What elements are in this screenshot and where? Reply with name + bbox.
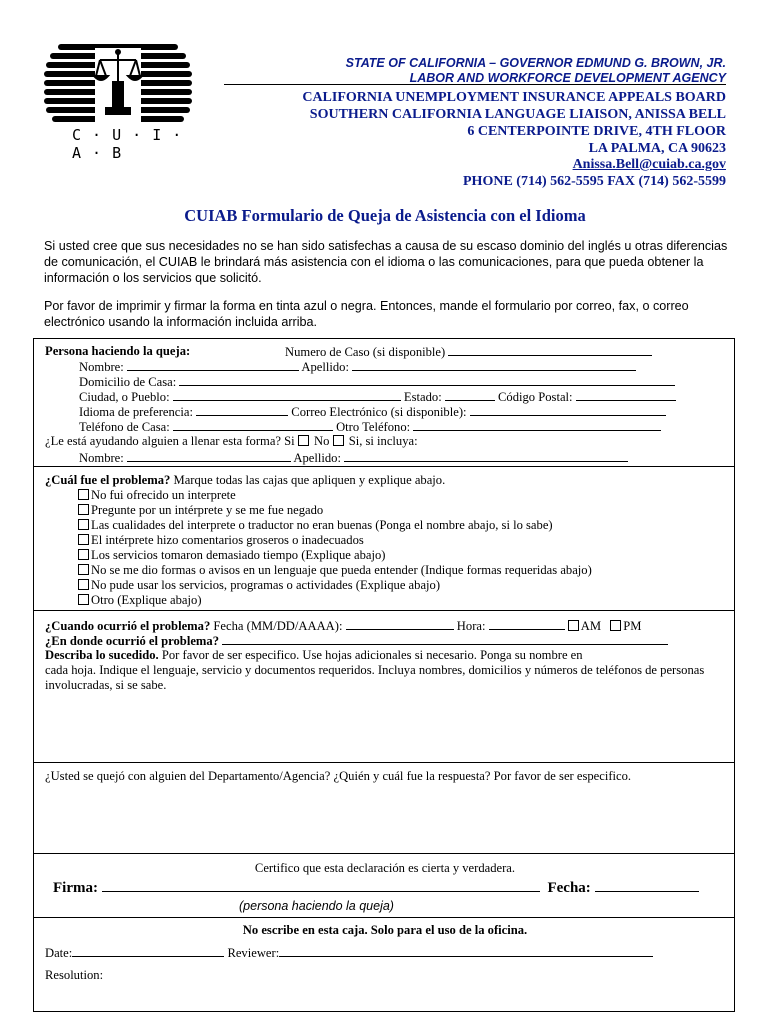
name-field[interactable] — [127, 359, 299, 371]
am-label: AM — [580, 619, 602, 633]
home-phone-field[interactable] — [173, 419, 333, 431]
case-number-field[interactable] — [448, 344, 652, 356]
surname-field[interactable] — [352, 359, 636, 371]
option-checkbox[interactable] — [78, 519, 89, 530]
problem-options-list — [78, 488, 592, 608]
intro-paragraph-1: Si usted cree que sus necesidades no se han sido satisfechas a causa de su escaso dominio del inglés u otras diferencias de comunicación, el CUIAB le brindará más asistencia con el idioma o las comunicaciones, para que pueda obtener la información o los servicios que solicitó. — [44, 239, 728, 285]
helper-no-label: No — [313, 434, 330, 448]
problem-option[interactable]: No fui ofrecido un interprete — [78, 488, 592, 503]
description-area[interactable] — [40, 696, 728, 758]
reviewer-field[interactable] — [279, 945, 653, 957]
time-field[interactable] — [489, 618, 565, 630]
option-checkbox[interactable] — [78, 534, 89, 545]
signature-date-field[interactable] — [595, 878, 699, 892]
date-label: Fecha (MM/DD/AAAA): — [213, 619, 343, 633]
problem-option[interactable]: Otro (Explique abajo) — [78, 593, 592, 608]
email-link[interactable]: Anissa.Bell@cuiab.ca.gov — [572, 157, 726, 172]
helper-yes-checkbox[interactable] — [298, 435, 309, 446]
form-title: CUIAB Formulario de Queja de Asistencia con el Idioma — [184, 206, 586, 225]
city-label: Ciudad, o Pueblo: — [79, 390, 170, 404]
reviewer-label: Reviewer: — [227, 946, 280, 960]
agency-line: LABOR AND WORKFORCE DEVELOPMENT AGENCY — [409, 71, 726, 85]
when-question: ¿Cuando ocurrió el problema? — [45, 619, 211, 633]
signature-label: Firma: — [53, 880, 98, 896]
language-field[interactable] — [196, 404, 288, 416]
problem-instruction: Marque todas las cajas que apliquen y explique abajo. — [173, 473, 446, 487]
helper-name-label: Nombre: — [79, 451, 124, 465]
address-line-2: LA PALMA, CA 90623 — [588, 141, 726, 156]
liaison-name: SOUTHERN CALIFORNIA LANGUAGE LIAISON, ANISSA BELL — [309, 107, 726, 122]
problem-option[interactable]: Pregunte por un intérprete y se me fue negado — [78, 503, 592, 518]
signature-field[interactable] — [102, 878, 540, 892]
where-question: ¿En donde ocurrió el problema? — [45, 634, 219, 648]
complainant-section — [45, 344, 190, 359]
home-address-field[interactable] — [179, 374, 675, 386]
office-heading: No escribe en esta caja. Solo para el uso de la oficina. — [242, 923, 528, 937]
intro-paragraph-2: Por favor de imprimir y firmar la forma en tinta azul o negra. Entonces, mande el formulario por correo, fax, o correo electrónico usando la información incluida arriba. — [44, 299, 689, 329]
am-checkbox[interactable] — [568, 620, 579, 631]
describe-instructions-rest: cada hoja. Indique el lenguaje, servicio y documentos requeridos. Incluya nombres, domicilios y números de teléfonos de personas involucradas, si se sabe. — [45, 663, 705, 692]
home-phone-label: Teléfono de Casa: — [79, 420, 170, 434]
helper-question: ¿Le está ayudando alguien a llenar esta forma? Si — [45, 434, 295, 448]
pm-checkbox[interactable] — [610, 620, 621, 631]
signature-date-label: Fecha: — [547, 880, 591, 896]
option-checkbox[interactable] — [78, 549, 89, 560]
helper-no-checkbox[interactable] — [333, 435, 344, 446]
complainant-heading: Persona haciendo la queja: — [45, 344, 191, 358]
resolution-label: Resolution: — [45, 968, 104, 982]
date-field[interactable] — [346, 618, 454, 630]
state-label: Estado: — [403, 390, 442, 404]
problem-option[interactable]: No pude usar los servicios, programas o actividades (Explique abajo) — [78, 578, 592, 593]
followup-question: ¿Usted se quejó con alguien del Departamento/Agencia? ¿Quién y cuál fue la respuesta? Por favor de ser especifico. — [45, 769, 632, 783]
certify-statement: Certifico que esta declaración es cierta y verdadera. — [254, 861, 516, 875]
other-phone-label: Otro Teléfono: — [336, 420, 411, 434]
name-label: Nombre: — [79, 360, 124, 374]
city-field[interactable] — [173, 389, 401, 401]
helper-surname-field[interactable] — [344, 450, 628, 462]
time-label: Hora: — [456, 619, 486, 633]
address-line-1: 6 CENTERPOINTE DRIVE, 4TH FLOOR — [467, 124, 726, 139]
helper-name-field[interactable] — [127, 450, 291, 462]
email-field[interactable] — [470, 404, 666, 416]
office-date-label: Date: — [45, 946, 73, 960]
phone-fax: PHONE (714) 562-5595 FAX (714) 562-5599 — [463, 174, 726, 189]
option-checkbox[interactable] — [78, 594, 89, 605]
helper-surname-label: Apellido: — [293, 451, 341, 465]
language-label: Idioma de preferencia: — [79, 405, 193, 419]
option-checkbox[interactable] — [78, 564, 89, 575]
email-label: Correo Electrónico (si disponible): — [291, 405, 467, 419]
option-checkbox[interactable] — [78, 504, 89, 515]
zip-label: Código Postal: — [498, 390, 573, 404]
board-name: CALIFORNIA UNEMPLOYMENT INSURANCE APPEALS BOARD — [302, 90, 726, 105]
problem-option[interactable]: Los servicios tomaron demasiado tiempo (Explique abajo) — [78, 548, 592, 563]
option-checkbox[interactable] — [78, 489, 89, 500]
option-checkbox[interactable] — [78, 579, 89, 590]
describe-instructions: Por favor de ser especifico. Use hojas adicionales si necesario. Ponga su nombre en — [161, 648, 583, 662]
office-date-field[interactable] — [72, 945, 224, 957]
logo-letters: C · U · I · A · B — [72, 126, 183, 162]
state-line: STATE OF CALIFORNIA – GOVERNOR EDMUND G. BROWN, JR. — [345, 56, 726, 70]
home-address-label: Domicilio de Casa: — [79, 375, 177, 389]
problem-option[interactable]: Las cualidades del interprete o traductor no eran buenas (Ponga el nombre abajo, si lo sabe) — [78, 518, 592, 533]
state-field[interactable] — [445, 389, 495, 401]
surname-label: Apellido: — [301, 360, 349, 374]
where-field[interactable] — [222, 633, 668, 645]
helper-include-label: Si, si incluya: — [348, 434, 418, 448]
zip-field[interactable] — [576, 389, 676, 401]
case-number-label: Numero de Caso (si disponible) — [285, 345, 446, 359]
other-phone-field[interactable] — [413, 419, 661, 431]
followup-area[interactable] — [40, 802, 728, 848]
problem-option[interactable]: El intérprete hizo comentarios groseros o inadecuados — [78, 533, 592, 548]
problem-question: ¿Cuál fue el problema? — [45, 473, 171, 487]
pm-label: PM — [623, 619, 642, 633]
problem-option[interactable]: No se me dio formas o avisos en un lenguaje que pueda entender (Indique formas requeridas abajo) — [78, 563, 592, 578]
describe-label: Describa lo sucedido. — [45, 648, 159, 662]
signature-caption: (persona haciendo la queja) — [239, 899, 394, 913]
